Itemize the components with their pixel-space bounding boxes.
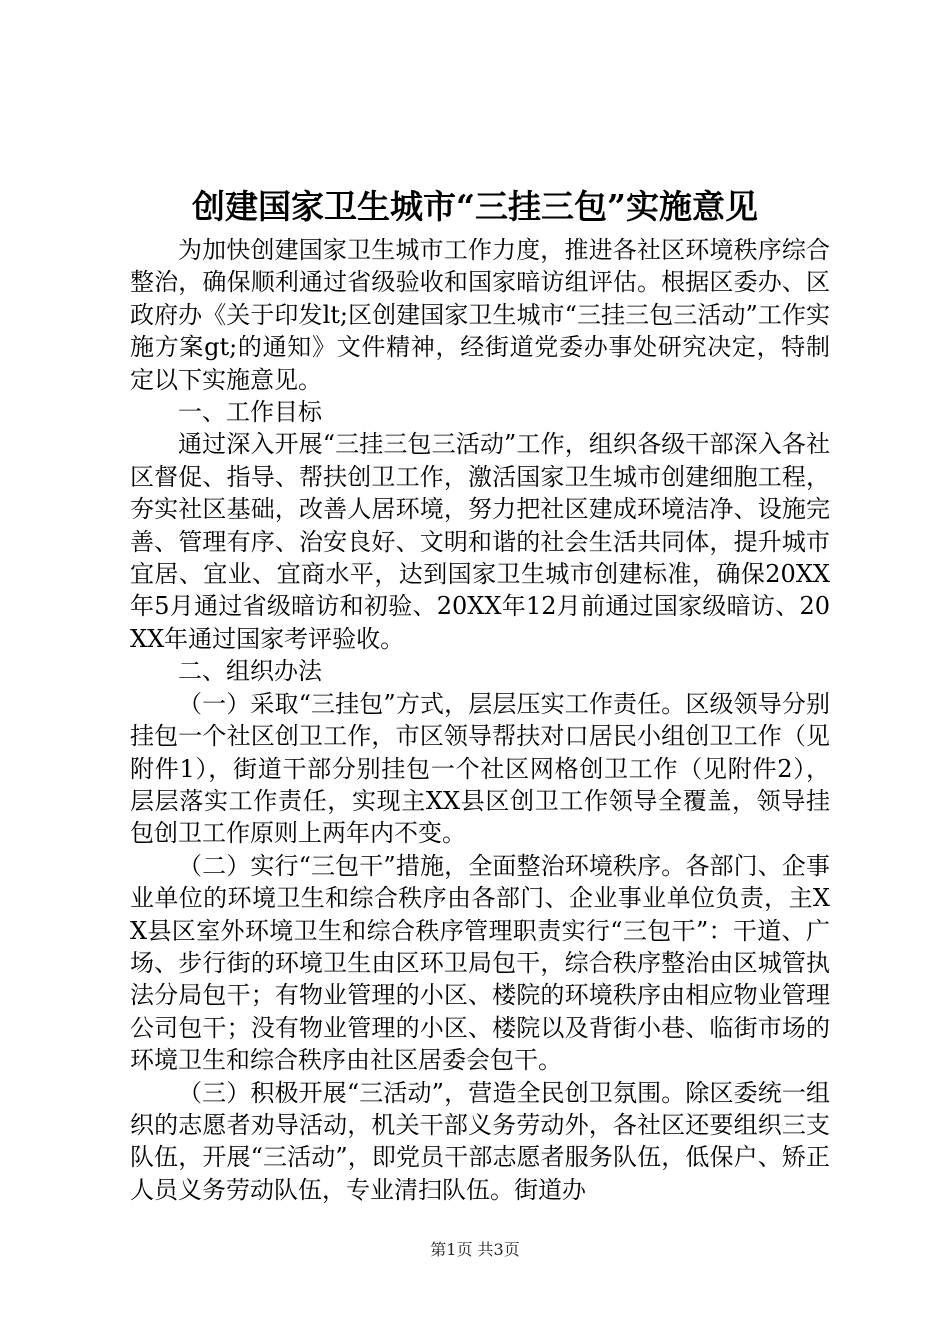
document-title: 创建国家卫生城市“三挂三包”实施意见	[192, 187, 758, 226]
section-heading-methods: 二、组织办法	[178, 657, 322, 686]
method-paragraph-3: （三）积极开展“三活动”，营造全民创卫氛围。除区委统一组织的志愿者劝导活动，机关干部义务劳动外，各社区还要组织三支队伍，开展“三活动”，即党员干部志愿者服务队伍，低保户、矫正人员义务劳动队伍，专业清扫队伍。街道办	[130, 1078, 830, 1204]
page-number-footer: 第1页 共3页	[430, 1240, 520, 1259]
section-heading-goals: 一、工作目标	[178, 398, 322, 427]
goals-paragraph: 通过深入开展“三挂三包三活动”工作，组织各级干部深入各社区督促、指导、帮扶创卫工作，激活国家卫生城市创建细胞工程，夯实社区基础，改善人居环境，努力把社区建成环境洁净、设施完善、管理有序、治安良好、文明和谐的社会生活共同体，提升城市宜居、宜业、宜商水平，达到国家卫生城市创建标准，确保20XX年5月通过省级暗访和初验、20XX年12月前通过国家级暗访、20XX年通过国家考评验收。	[130, 430, 830, 653]
document-body	[130, 234, 830, 1206]
method-paragraph-1: （一）采取“三挂包”方式，层层压实工作责任。区级领导分别挂包一个社区创卫工作，市区领导帮扶对口居民小组创卫工作（见附件1），街道干部分别挂包一个社区网格创卫工作（见附件2），层层落实工作责任，实现主XX县区创卫工作领导全覆盖，领导挂包创卫工作原则上两年内不变。	[130, 689, 830, 848]
intro-paragraph: 为加快创建国家卫生城市工作力度，推进各社区环境秩序综合整治，确保顺利通过省级验收和国家暗访组评估。根据区委办、区政府办《关于印发lt;区创建国家卫生城市“三挂三包三活动”工作实施方案gt;的通知》文件精神，经街道党委办事处研究决定，特制定以下实施意见。	[130, 236, 830, 394]
method-paragraph-2: （二）实行“三包干”措施，全面整治环境秩序。各部门、企事业单位的环境卫生和综合秩序由各部门、企业事业单位负责，主XX县区室外环境卫生和综合秩序管理职责实行“三包干”：干道、广场、步行街的环境卫生由区环卫局包干，综合秩序整治由区城管执法分局包干；有物业管理的小区、楼院的环境秩序由相应物业管理公司包干；没有物业管理的小区、楼院以及背街小巷、临街市场的环境卫生和综合秩序由社区居委会包干。	[130, 851, 830, 1075]
